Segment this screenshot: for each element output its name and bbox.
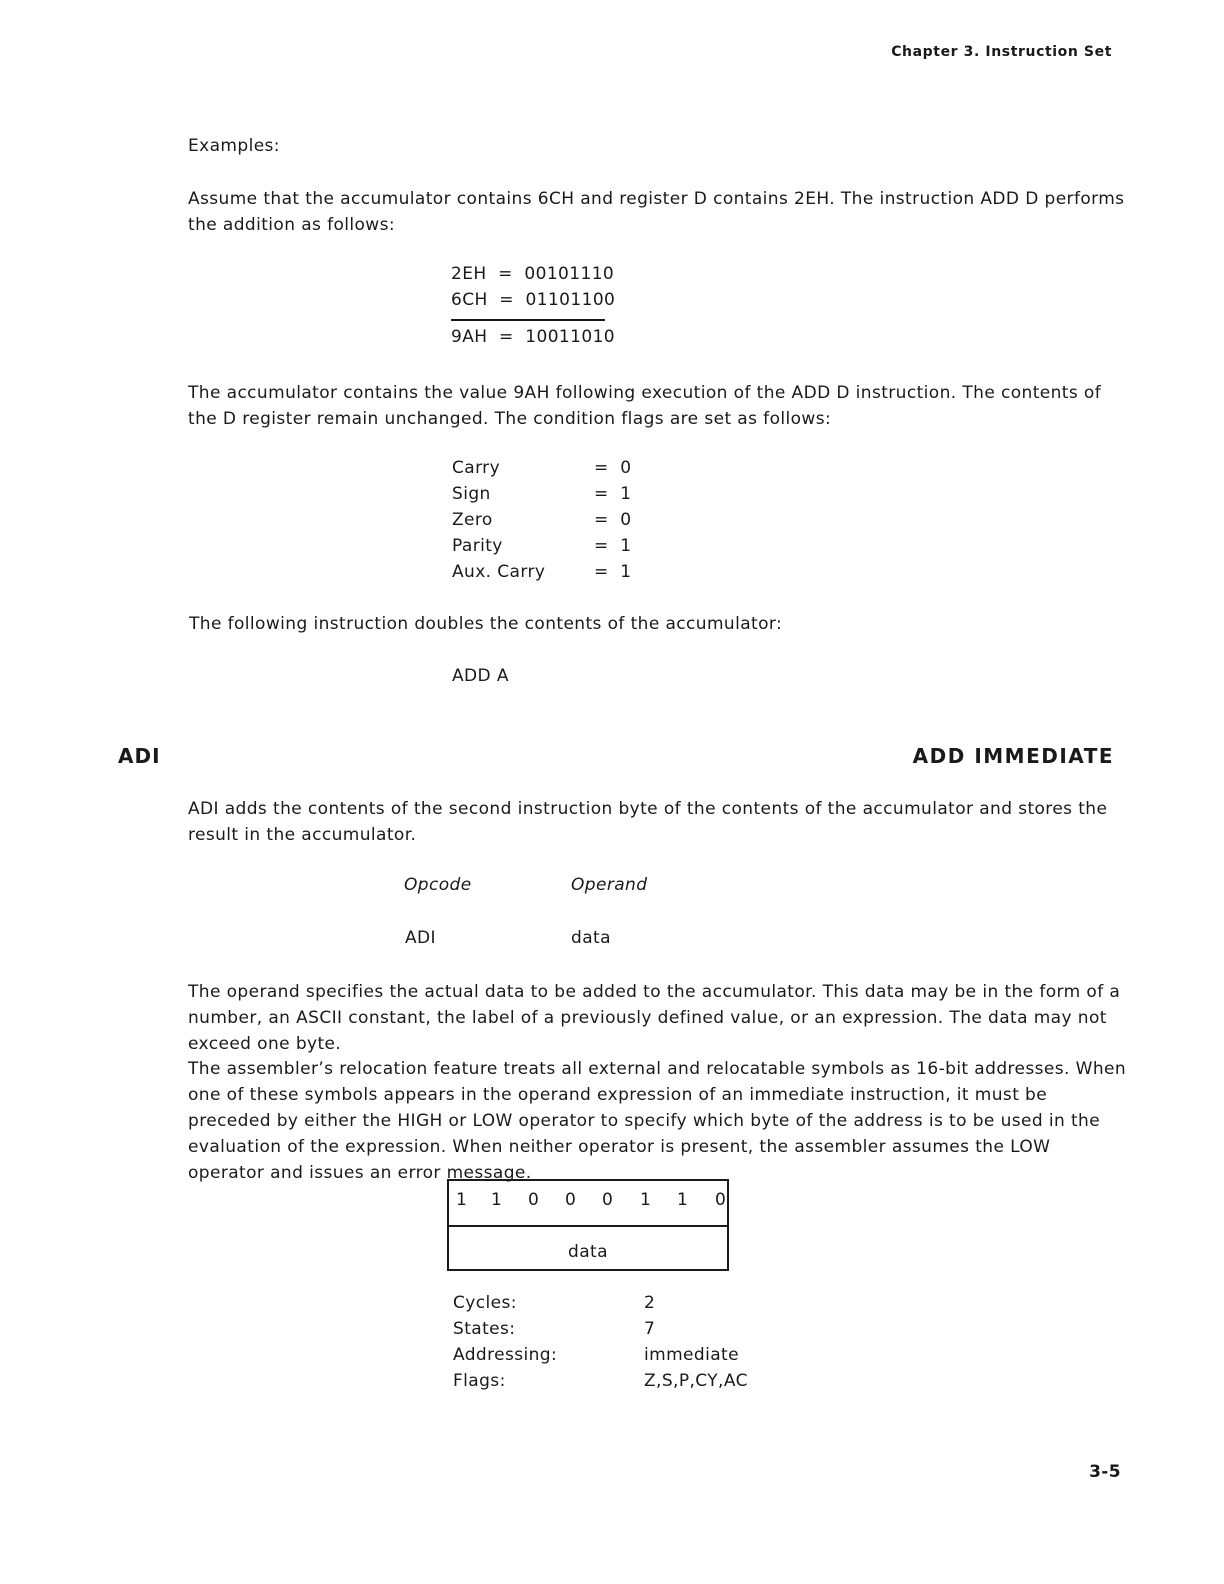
add-a-example: ADD A xyxy=(452,666,509,686)
opcode-bit: 0 xyxy=(565,1190,577,1210)
section-title: ADD IMMEDIATE xyxy=(912,744,1114,768)
flag-value: = 0 xyxy=(594,458,632,478)
relocation-paragraph: The assembler’s relocation feature treats all external and relocatable symbols as 16-bit addresses. When one of these symbols appears in the operand expression of an immediate instruction, it must be preceded by either the HIGH or LOW operator to specify which byte of the address is to be used in the evaluation of the expression. When neither operator is present, the assembler assumes the LOW operator and issues an error message. xyxy=(188,1059,1127,1183)
operand-label: Operand xyxy=(571,875,648,895)
info-value: 2 xyxy=(644,1293,656,1313)
flag-name: Zero xyxy=(452,510,493,530)
info-label: Cycles: xyxy=(453,1293,517,1313)
examples-heading: Examples: xyxy=(188,136,280,156)
info-value: Z,S,P,CY,AC xyxy=(644,1371,748,1391)
opcode-value: ADI xyxy=(405,928,436,948)
flag-name: Aux. Carry xyxy=(452,562,546,582)
opcode-bit: 0 xyxy=(715,1190,727,1210)
opcode-label: Opcode xyxy=(404,875,472,895)
running-header: Chapter 3. Instruction Set xyxy=(891,44,1112,60)
adi-description: ADI adds the contents of the second instruction byte of the contents of the accumulator and stores the result in the accumulator. xyxy=(188,799,1108,845)
flag-name: Sign xyxy=(452,484,491,504)
flag-name: Parity xyxy=(452,536,503,556)
data-byte-label: data xyxy=(568,1242,608,1262)
instruction-format-box xyxy=(447,1179,729,1271)
opcode-bit: 1 xyxy=(491,1190,503,1210)
operand-value: data xyxy=(571,928,611,948)
flag-name: Carry xyxy=(452,458,501,478)
flag-value: = 1 xyxy=(594,484,632,504)
after-execution-text: The accumulator contains the value 9AH following execution of the ADD D instruction. The contents of the D register remain unchanged. The condition flags are set as follows: xyxy=(188,383,1102,429)
opcode-bit: 1 xyxy=(456,1190,468,1210)
operand-paragraph: The operand specifies the actual data to be added to the accumulator. This data may be in the form of a number, an ASCII constant, the label of a previously defined value, or an expression. The data may not exceed one byte. xyxy=(188,982,1121,1054)
addition-row-2: 6CH = 01101100 xyxy=(451,290,616,310)
page-number: 3-5 xyxy=(1089,1462,1121,1482)
opcode-bit: 0 xyxy=(602,1190,614,1210)
opcode-bit: 1 xyxy=(677,1190,689,1210)
opcode-bit: 0 xyxy=(528,1190,540,1210)
info-value: 7 xyxy=(644,1319,656,1339)
examples-intro: Assume that the accumulator contains 6CH and register D contains 2EH. The instruction ADD D performs the addition as follows: xyxy=(188,189,1125,235)
sum-rule xyxy=(451,319,605,321)
info-value: immediate xyxy=(644,1345,739,1365)
flag-value: = 0 xyxy=(594,510,632,530)
addition-result: 9AH = 10011010 xyxy=(451,327,616,347)
info-label: Flags: xyxy=(453,1371,506,1391)
info-label: States: xyxy=(453,1319,516,1339)
info-label: Addressing: xyxy=(453,1345,558,1365)
addition-row-1: 2EH = 00101110 xyxy=(451,264,615,284)
flag-value: = 1 xyxy=(594,536,632,556)
doubles-text: The following instruction doubles the contents of the accumulator: xyxy=(189,614,783,634)
opcode-bit: 1 xyxy=(640,1190,652,1210)
flag-value: = 1 xyxy=(594,562,632,582)
byte-divider xyxy=(449,1225,727,1227)
section-mnemonic: ADI xyxy=(118,744,161,768)
